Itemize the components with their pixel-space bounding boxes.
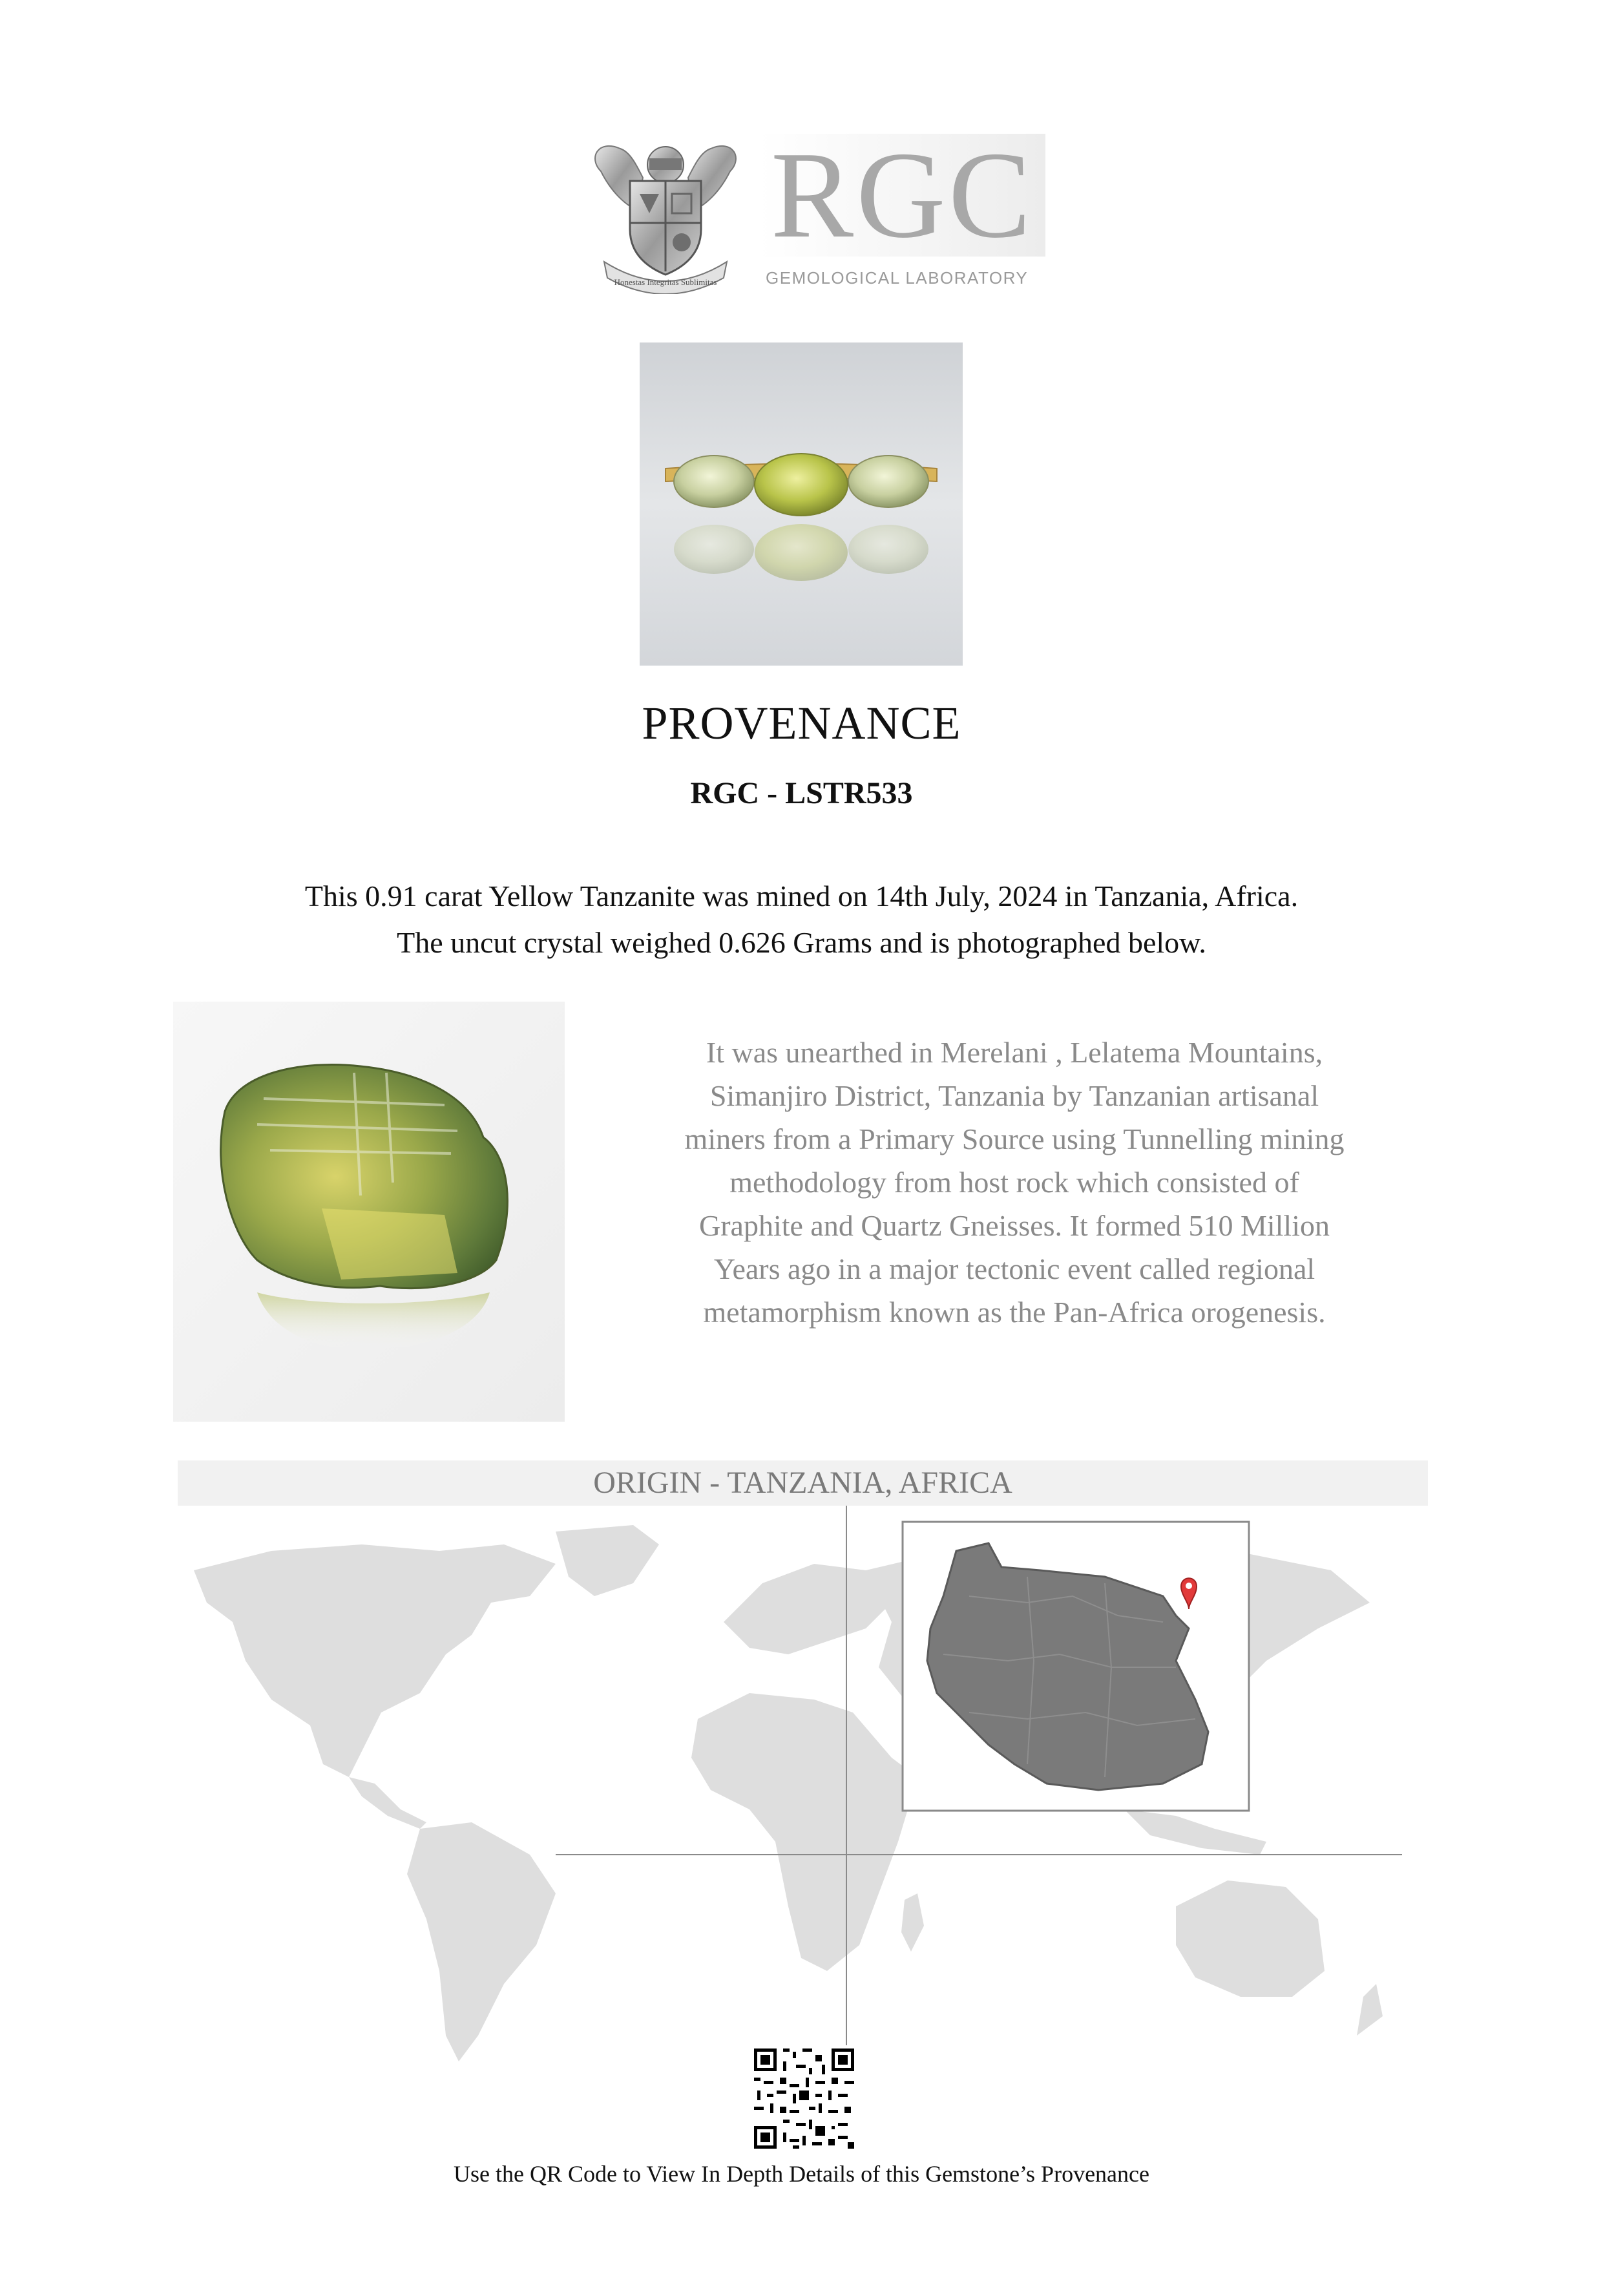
logo-letters: RGC	[759, 134, 1045, 257]
madagascar	[901, 1893, 924, 1952]
new-zealand	[1357, 1984, 1383, 2036]
origin-description	[646, 1031, 1383, 1334]
central-america	[349, 1777, 426, 1829]
page-title: PROVENANCE	[642, 697, 961, 749]
description-line: metamorphism known as the Pan-Africa orogenesis.	[703, 1296, 1326, 1329]
greenland	[556, 1525, 659, 1596]
footer-note: Use the QR Code to View In Depth Details of this Gemstone’s Provenance	[454, 2161, 1149, 2187]
description-line: It was unearthed in Merelani , Lelatema Mountains,	[706, 1036, 1323, 1069]
rgc-logo	[585, 126, 1034, 300]
intro-line-1: This 0.91 carat Yellow Tanzanite was mined on 14th July, 2024 in Tanzania, Africa.	[304, 879, 1299, 912]
origin-banner: ORIGIN - TANZANIA, AFRICA	[178, 1460, 1428, 1506]
crest-emblem-icon	[585, 132, 746, 294]
logo-subtitle: GEMOLOGICAL LABORATORY	[766, 268, 1029, 288]
description-line: methodology from host rock which consisted of	[729, 1166, 1299, 1199]
ring-photo	[640, 342, 963, 666]
crest-motto: Honestas Integritas Sublimitas	[614, 277, 717, 287]
southeast-asia-islands	[1124, 1809, 1266, 1855]
description-line: miners from a Primary Source using Tunnelling mining	[684, 1122, 1345, 1155]
continent-north-america	[194, 1544, 556, 1777]
world-map	[168, 1506, 1402, 2087]
continent-europe	[724, 1564, 892, 1654]
continent-south-america	[407, 1822, 556, 2061]
description-line: Graphite and Quartz Gneisses. It formed 510 Million	[699, 1209, 1330, 1242]
tanzania-inset	[903, 1522, 1249, 1811]
qr-code[interactable]	[751, 2045, 857, 2152]
continent-africa	[691, 1693, 917, 1971]
continent-australia	[1176, 1880, 1325, 1997]
description-line: Years ago in a major tectonic event called regional	[713, 1252, 1315, 1285]
description-line: Simanjiro District, Tanzania by Tanzanian artisanal	[709, 1079, 1319, 1112]
reference-number: RGC - LSTR533	[690, 776, 913, 810]
intro-line-2: The uncut crystal weighed 0.626 Grams and is photographed below.	[397, 926, 1206, 959]
rough-crystal-photo	[173, 1002, 565, 1422]
